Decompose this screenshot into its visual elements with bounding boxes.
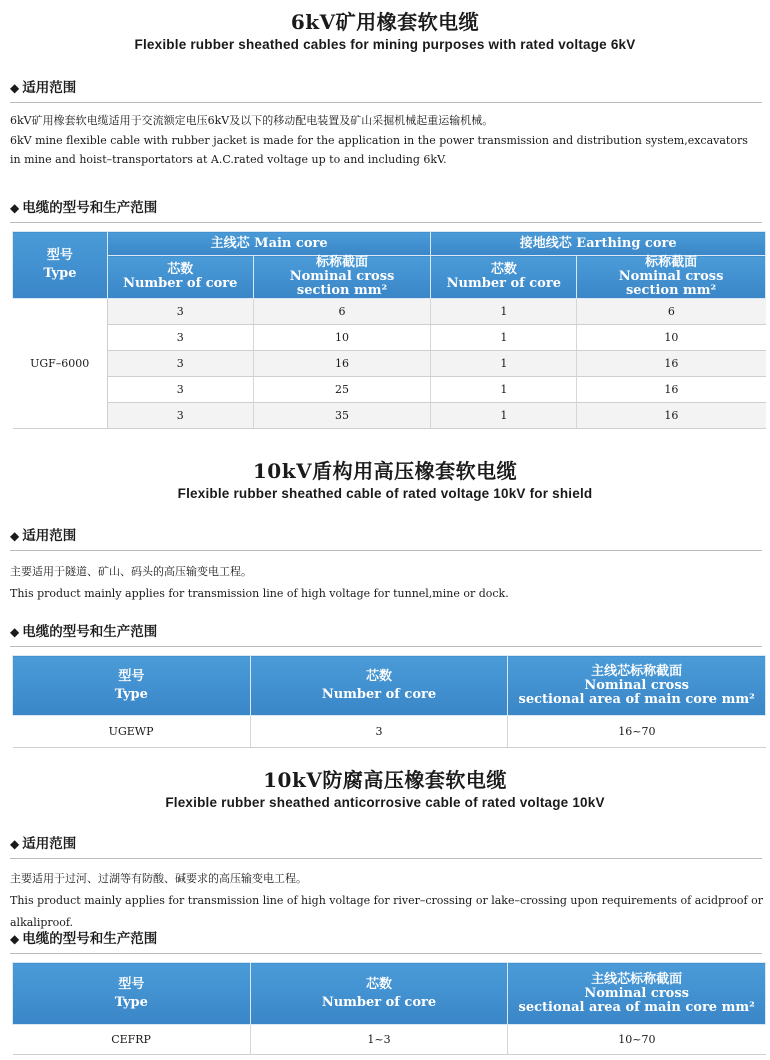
range-heading [10, 196, 762, 223]
scope-en: This product mainly applies for transmission line of high voltage for river–crossing or lake–crossing upon requirements of acidproof or alkaliproof. [10, 894, 763, 929]
cell: 35 [253, 403, 431, 429]
cell: CEFRP [13, 1025, 251, 1055]
section-10kv-shield [0, 455, 770, 501]
scope-heading-text: 适用范围 [22, 836, 77, 852]
scope-heading [10, 832, 762, 859]
col-main-cores: 芯数 Number of core [107, 256, 253, 299]
range-block [0, 620, 770, 647]
range-heading [10, 927, 762, 954]
scope-text [0, 111, 770, 169]
cell: 16 [253, 351, 431, 377]
section-title: 10kV防腐高压橡套软电缆 [263, 768, 507, 792]
scope-heading-text: 适用范围 [22, 528, 77, 544]
cell: 3 [107, 403, 253, 429]
cell: 3 [107, 325, 253, 351]
table-row [13, 299, 766, 325]
cell: 1 [431, 377, 577, 403]
cell: 10~70 [508, 1025, 766, 1055]
col-cores: 芯数 Number of core [250, 656, 508, 716]
col-area: 主线芯标称截面 Nominal cross sectional area of main core mm² [508, 656, 766, 716]
type-cell: UGF–6000 [13, 299, 108, 429]
cell: 1 [431, 325, 577, 351]
range-heading-text: 电缆的型号和生产范围 [22, 931, 158, 947]
scope-cn: 主要适用于隧道、矿山、码头的高压输变电工程。 [10, 565, 252, 578]
spec-table-10kv-shield [12, 655, 766, 748]
scope-en: This product mainly applies for transmission line of high voltage for tunnel,mine or dock. [10, 587, 509, 600]
section-title: 10kV盾构用高压橡套软电缆 [252, 459, 518, 483]
cell: 16 [577, 377, 766, 403]
table-row [13, 403, 766, 429]
col-type: 型号 Type [13, 963, 251, 1025]
range-heading [10, 620, 762, 647]
diamond-icon: ◆ [10, 201, 20, 215]
section-6kv-mining [0, 6, 770, 52]
scope-heading-text: 适用范围 [22, 80, 77, 96]
range-heading-text: 电缆的型号和生产范围 [22, 200, 158, 216]
scope-heading [10, 76, 762, 103]
cell: 3 [107, 377, 253, 403]
spec-table-6kv [12, 231, 766, 429]
section-10kv-anticorrosive [0, 764, 770, 810]
scope-text [0, 561, 770, 605]
cell: 3 [250, 716, 508, 748]
section-subtitle: Flexible rubber sheathed cables for mining purposes with rated voltage 6kV [134, 37, 636, 52]
scope-cn: 6kV矿用橡套软电缆适用于交流额定电压6kV及以下的移动配电装置及矿山采掘机械起重运输机械。 [10, 114, 494, 127]
section-subtitle: Flexible rubber sheathed cable of rated voltage 10kV for shield [177, 486, 593, 501]
cell: 6 [577, 299, 766, 325]
table-row [13, 351, 766, 377]
scope-heading [10, 524, 762, 551]
scope-block [0, 76, 770, 103]
col-cores: 芯数 Number of core [250, 963, 508, 1025]
cell: 10 [253, 325, 431, 351]
scope-en: 6kV mine flexible cable with rubber jacket is made for the application in the power transmission and distribution system,excavators in mine and hoist–transportators at A.C.rated voltage up to and including 6kV. [10, 134, 748, 166]
diamond-icon: ◆ [10, 81, 20, 95]
section-subtitle: Flexible rubber sheathed anticorrosive cable of rated voltage 10kV [165, 795, 605, 810]
range-block [0, 927, 770, 954]
cell: 16~70 [508, 716, 766, 748]
col-earth-cores: 芯数 Number of core [431, 256, 577, 299]
col-earth-core: 接地线芯 Earthing core [431, 232, 766, 256]
scope-text [0, 868, 770, 934]
col-earth-cross: 标称截面 Nominal cross section mm² [577, 256, 766, 299]
cell: 1 [431, 403, 577, 429]
cell: 3 [107, 299, 253, 325]
table-row [13, 377, 766, 403]
cell: UGEWP [13, 716, 251, 748]
range-heading-text: 电缆的型号和生产范围 [22, 624, 158, 640]
cell: 6 [253, 299, 431, 325]
cell: 16 [577, 403, 766, 429]
cell: 25 [253, 377, 431, 403]
scope-cn: 主要适用于过河、过湖等有防酸、碱要求的高压输变电工程。 [10, 872, 307, 885]
scope-block [0, 524, 770, 551]
col-type: 型号 Type [13, 232, 108, 299]
cell: 16 [577, 351, 766, 377]
col-main-core: 主线芯 Main core [107, 232, 431, 256]
col-type: 型号 Type [13, 656, 251, 716]
table-row [13, 716, 766, 748]
diamond-icon: ◆ [10, 529, 20, 543]
diamond-icon: ◆ [10, 625, 20, 639]
diamond-icon: ◆ [10, 837, 20, 851]
section-title: 6kV矿用橡套软电缆 [290, 10, 480, 34]
cell: 10 [577, 325, 766, 351]
cell: 1~3 [250, 1025, 508, 1055]
col-area: 主线芯标称截面 Nominal cross sectional area of main core mm² [508, 963, 766, 1025]
spec-table-10kv-anticorrosive [12, 962, 766, 1055]
table-row [13, 325, 766, 351]
col-main-cross: 标称截面 Nominal cross section mm² [253, 256, 431, 299]
scope-block [0, 832, 770, 859]
cell: 1 [431, 351, 577, 377]
table-row [13, 1025, 766, 1055]
diamond-icon: ◆ [10, 932, 20, 946]
range-block [0, 196, 770, 223]
cell: 3 [107, 351, 253, 377]
cell: 1 [431, 299, 577, 325]
